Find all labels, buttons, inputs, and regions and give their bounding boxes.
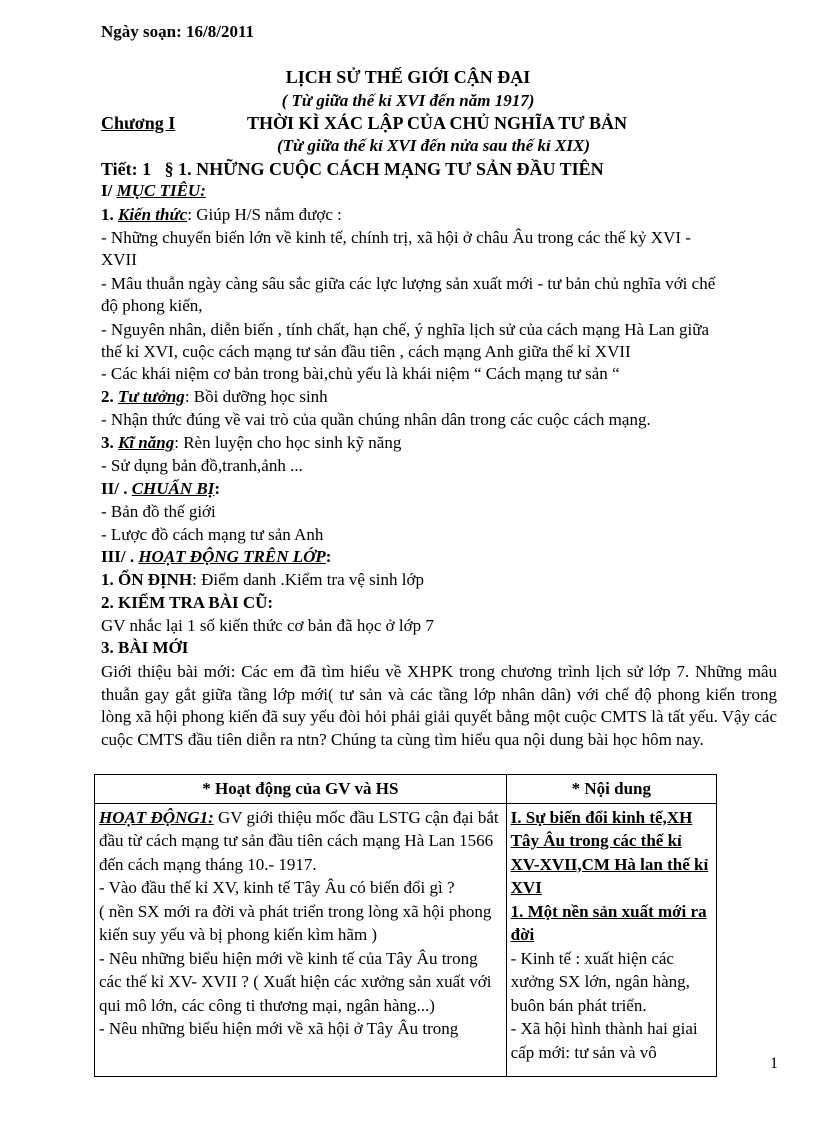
skill-item-1: - Sử dụng bản đồ,tranh,ảnh ... — [101, 456, 303, 475]
date-line: Ngày soạn: 16/8/2011 — [101, 22, 255, 41]
activity-intro-text: GV giới thiệu mốc đầu LSTG cận đại bắt đầu từ cách mạng tư sản đầu tiên cách mạng Hà Lan 1566 đến cách mạng tháng 10.- 1917. — [99, 807, 499, 874]
table-row — [95, 803, 717, 1076]
knowledge-heading — [101, 205, 342, 225]
knowledge-item-4: - Các khái niệm cơ bản trong bài,chủ yếu là khái niệm “ Cách mạng tư sản “ — [101, 364, 620, 383]
skill-heading — [101, 433, 401, 453]
section-3-colon: : — [325, 547, 332, 566]
activity-question-2: - Nêu những biểu hiện mới về kinh tế của Tây Âu trong các thế kỉ XV- XVII ? ( Xuất hiện các xưởng sản xuất với qui mô lớn, các công ti thương mại, ngân hàng...) — [99, 948, 492, 1015]
activity-question-3: - Nêu những biểu hiện mới về xã hội ở Tây Âu trong — [99, 1019, 459, 1038]
activity-label: HOẠT ĐỘNG1: — [99, 807, 214, 827]
section-3-number: III/ . — [101, 547, 139, 566]
stabilize-label: 1. ỔN ĐỊNH — [101, 570, 193, 589]
knowledge-item-2a: - Mâu thuẫn ngày càng sâu sắc giữa các lực lượng sản xuất mới - tư bản chủ nghĩa với chế — [101, 274, 716, 293]
content-subtitle: 1. Một nền sản xuất mới ra đời — [510, 901, 707, 944]
page-number: 1 — [770, 1055, 778, 1072]
thought-heading — [101, 387, 328, 407]
table-header-row — [95, 775, 717, 804]
review-text: GV nhắc lại 1 số kiến thức cơ bản đã học ở lớp 7 — [101, 616, 434, 635]
section-1-title: MỤC TIÊU: — [116, 181, 206, 200]
knowledge-item-3a: - Nguyên nhân, diễn biến , tính chất, hạn chế, ý nghĩa lịch sử của cách mạng Hà Lan giữa — [101, 320, 710, 339]
chapter-subtitle: (Từ giữa thế kỉ XVI đến nửa sau thế kỉ XIX) — [277, 136, 590, 155]
section-1-number: I/ — [101, 181, 117, 200]
section-2-colon: : — [214, 479, 221, 498]
lesson-heading — [101, 159, 604, 180]
prep-item-2: - Lược đồ cách mạng tư sản Anh — [101, 525, 324, 544]
content-cell — [506, 803, 716, 1076]
content-title: I. Sự biến đổi kinh tế,XH Tây Âu trong các thế kỉ XV-XVII,CM Hà lan thế kỉ XVI — [510, 807, 709, 897]
chapter-title: THỜI KÌ XÁC LẬP CỦA CHỦ NGHĨA TƯ BẢN — [247, 113, 628, 133]
thought-label: Tư tưởng — [118, 387, 185, 406]
prep-item-1: - Bản đồ thế giới — [101, 502, 216, 521]
knowledge-rest: : Giúp H/S nắm được : — [187, 205, 342, 224]
activity-answer-1: ( nền SX mới ra đời và phát triển trong lòng xã hội phong kiến suy yếu và bị phong kiến kìm hãm ) — [99, 901, 492, 944]
intro-paragraph: Giới thiệu bài mới: Các em đã tìm hiểu về XHPK trong chương trình lịch sử lớp 7. Những mâu thuẫn gay gắt giữa tầng lớp mới( tư sản và các tầng lớp nhân dân) với chế độ phong kiến trong lòng xã hội phong kiến đã suy yếu đòi hỏi phải giải quyết bằng một cuộc CMTS là tất yếu. Vậy các cuộc CMTS đầu tiên diễn ra ntn? Chúng ta cùng tìm hiểu qua nội dung bài học hôm nay. — [101, 662, 777, 749]
activity-question-1: - Vào đầu thế kỉ XV, kinh tế Tây Âu có biến đổi gì ? — [99, 878, 455, 897]
skill-rest: : Rèn luyện cho học sinh kỹ năng — [174, 433, 402, 452]
knowledge-item-1b: XVII — [101, 250, 137, 269]
section-2-heading — [101, 479, 220, 499]
lesson-title: § 1. NHỮNG CUỘC CÁCH MẠNG TƯ SẢN ĐẦU TIÊN — [164, 159, 604, 179]
knowledge-item-3b: thế kỉ XVI, cuộc cách mạng tư sản đầu tiên , cách mạng Anh giữa thế kỉ XVII — [101, 342, 631, 361]
activities-cell — [95, 803, 507, 1076]
review-heading: 2. KIỂM TRA BÀI CŨ: — [101, 593, 274, 612]
content-point-2: - Xã hội hình thành hai giai cấp mới: tư sản và vô — [510, 1019, 698, 1062]
stabilize-rest: : Điểm danh .Kiểm tra vệ sinh lớp — [192, 570, 424, 589]
skill-number: 3. — [101, 433, 118, 452]
header-content: * Nội dung — [506, 775, 716, 804]
section-1-heading — [101, 181, 206, 201]
section-3-title: HOẠT ĐỘNG TRÊN LỚP — [138, 547, 326, 566]
document-title: LỊCH SỬ THẾ GIỚI CẬN ĐẠI — [285, 67, 531, 87]
section-3-heading — [101, 547, 331, 567]
document-subtitle: ( Từ giữa thế kỉ XVI đến năm 1917) — [281, 91, 535, 110]
knowledge-item-2b: độ phong kiến, — [101, 296, 203, 315]
content-point-1: - Kinh tế : xuất hiện các xưởng SX lớn, ngân hàng, buôn bán phát triển. — [510, 948, 690, 1015]
stabilize-line — [101, 570, 424, 590]
new-lesson-heading: 3. BÀI MỚI — [101, 638, 189, 657]
knowledge-item-1a: - Những chuyển biến lớn về kinh tế, chính trị, xã hội ở châu Âu trong các thế kỷ XVI - — [101, 228, 691, 247]
activity-intro — [99, 806, 502, 877]
knowledge-label: Kiến thức — [118, 205, 188, 224]
chapter-label: Chương I — [101, 113, 176, 133]
skill-label: Kĩ năng — [118, 433, 175, 452]
section-2-number: II/ . — [101, 479, 132, 498]
knowledge-number: 1. — [101, 205, 118, 224]
header-activities: * Hoạt động của GV và HS — [95, 775, 507, 804]
thought-number: 2. — [101, 387, 118, 406]
thought-item-1: - Nhận thức đúng về vai trò của quần chúng nhân dân trong các cuộc cách mạng. — [101, 410, 651, 429]
section-2-title: CHUẨN BỊ — [131, 479, 215, 498]
lesson-label: Tiết: 1 — [101, 159, 152, 179]
thought-rest: : Bồi dưỡng học sinh — [184, 387, 328, 406]
activity-table — [94, 774, 717, 1077]
